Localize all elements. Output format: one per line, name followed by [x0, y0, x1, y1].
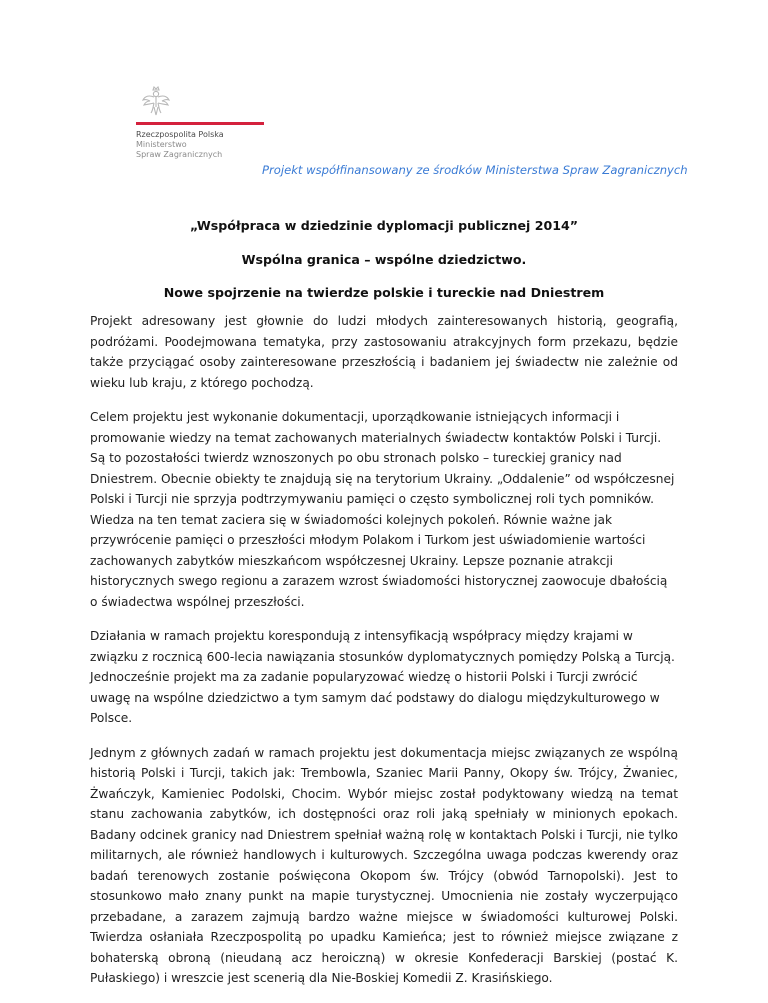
logo-red-bar	[136, 122, 264, 125]
logo-line-3: Spraw Zagranicznych	[136, 150, 223, 159]
body-text	[90, 311, 678, 1003]
document-topic: Nowe spojrzenie na twierdze polskie i tureckie nad Dniestrem	[163, 285, 605, 300]
paragraph-anniversary: Działania w ramach projektu korespondują z intensyfikacją współpracy między krajami w związku z rocznicą 600-lecia nawiązania stosunków dyplomatycznych pomiędzy Polską a Turcją. Jednocześnie projekt ma za zadanie popularyzować wiedzę o historii Polski i Turcji zwrócić uwagę na wspólne dziedzictwo a tym samym dać podstawy do dialogu międzykulturowego w Polsce.	[90, 629, 675, 725]
document-title: „Współpraca w dziedzinie dyplomacji publicznej 2014”	[189, 218, 579, 233]
document-subtitle: Wspólna granica – wspólne dziedzictwo.	[241, 252, 527, 267]
funding-note: Projekt współfinansowany ze środków Ministerstwa Spraw Zagranicznych	[262, 163, 688, 177]
paragraph-documentation: Jednym z głównych zadań w ramach projektu jest dokumentacja miejsc związanych ze wspólną historią Polski i Turcji, takich jak: Trembowla, Szaniec Marii Panny, Okopy św. Trójcy, Żwaniec, Żwańczyk, Kamieniec Podolski, Chocim. Wybór miejsc został podyktowany wiedzą na temat stanu zachowania zabytków, ich dostępności oraz roli jaką spełniały w minionych epokach. Badany odcinek granicy nad Dniestrem spełniał ważną rolę w kontaktach Polski i Turcji, nie tylko militarnych, ale również handlowych i kulturowych. Szczególna uwaga podczas kwerendy oraz badań terenowych zostanie poświęcona Okopom św. Trójcy (obwód Tarnopolski). Jest to stosunkowo mało znany punkt na mapie turystycznej. Umocnienia nie zostały wyczerpująco przebadane, a zarazem zajmują bardzo ważne miejsce w świadomości kulturowej Polski. Twierdza osłaniała Rzeczpospolitą po upadku Kamieńca; jest to również miejsce związane z bohaterską obroną (nieudaną acz heroiczną) w okresie Konfederacji Barskiej (postać K. Pułaskiego) i wreszcie jest scenerią dla Nie-Boskiej Komedii Z. Krasińskiego.	[90, 745, 678, 985]
logo-text	[136, 130, 224, 160]
logo-line-2: Ministerstwo	[136, 140, 187, 149]
ministry-logo	[136, 86, 276, 166]
logo-line-1: Rzeczpospolita Polska	[136, 130, 224, 139]
paragraph-audience: Projekt adresowany jest głownie do ludzi młodych zainteresowanych historią, geografią, podróżami. Poodejmowana tematyka, przy zastosowaniu atrakcyjnych form przekazu, będzie także przyciągać osoby zainteresowane przeszłością i badaniem jej świadectw nie zależnie od wieku lub kraju, z którego pochodzą.	[90, 314, 678, 390]
white-eagle-icon	[142, 86, 170, 116]
paragraph-goal: Celem projektu jest wykonanie dokumentacji, uporządkowanie istniejących informacji i promowanie wiedzy na temat zachowanych materialnych świadectw kontaktów Polski i Turcji. Są to pozostałości twierdz wznoszonych po obu stronach polsko – tureckiej granicy nad Dniestrem. Obecnie obiekty te znajdują się na terytorium Ukrainy. „Oddalenie” od współczesnej Polski i Turcji nie sprzyja podtrzymywaniu pamięci o często symbolicznej roli tych pomników. Wiedza na ten temat zaciera się w świadomości kolejnych pokoleń. Równie ważne jak przywrócenie pamięci o przeszłości młodym Polakom i Turkom jest uświadomienie wartości zachowanych zabytków mieszkańcom współczesnej Ukrainy. Lepsze poznanie atrakcji historycznych swego regionu a zarazem wzrost świadomości historycznej zaowocuje dbałością o świadectwa wspólnej przeszłości.	[90, 410, 675, 609]
